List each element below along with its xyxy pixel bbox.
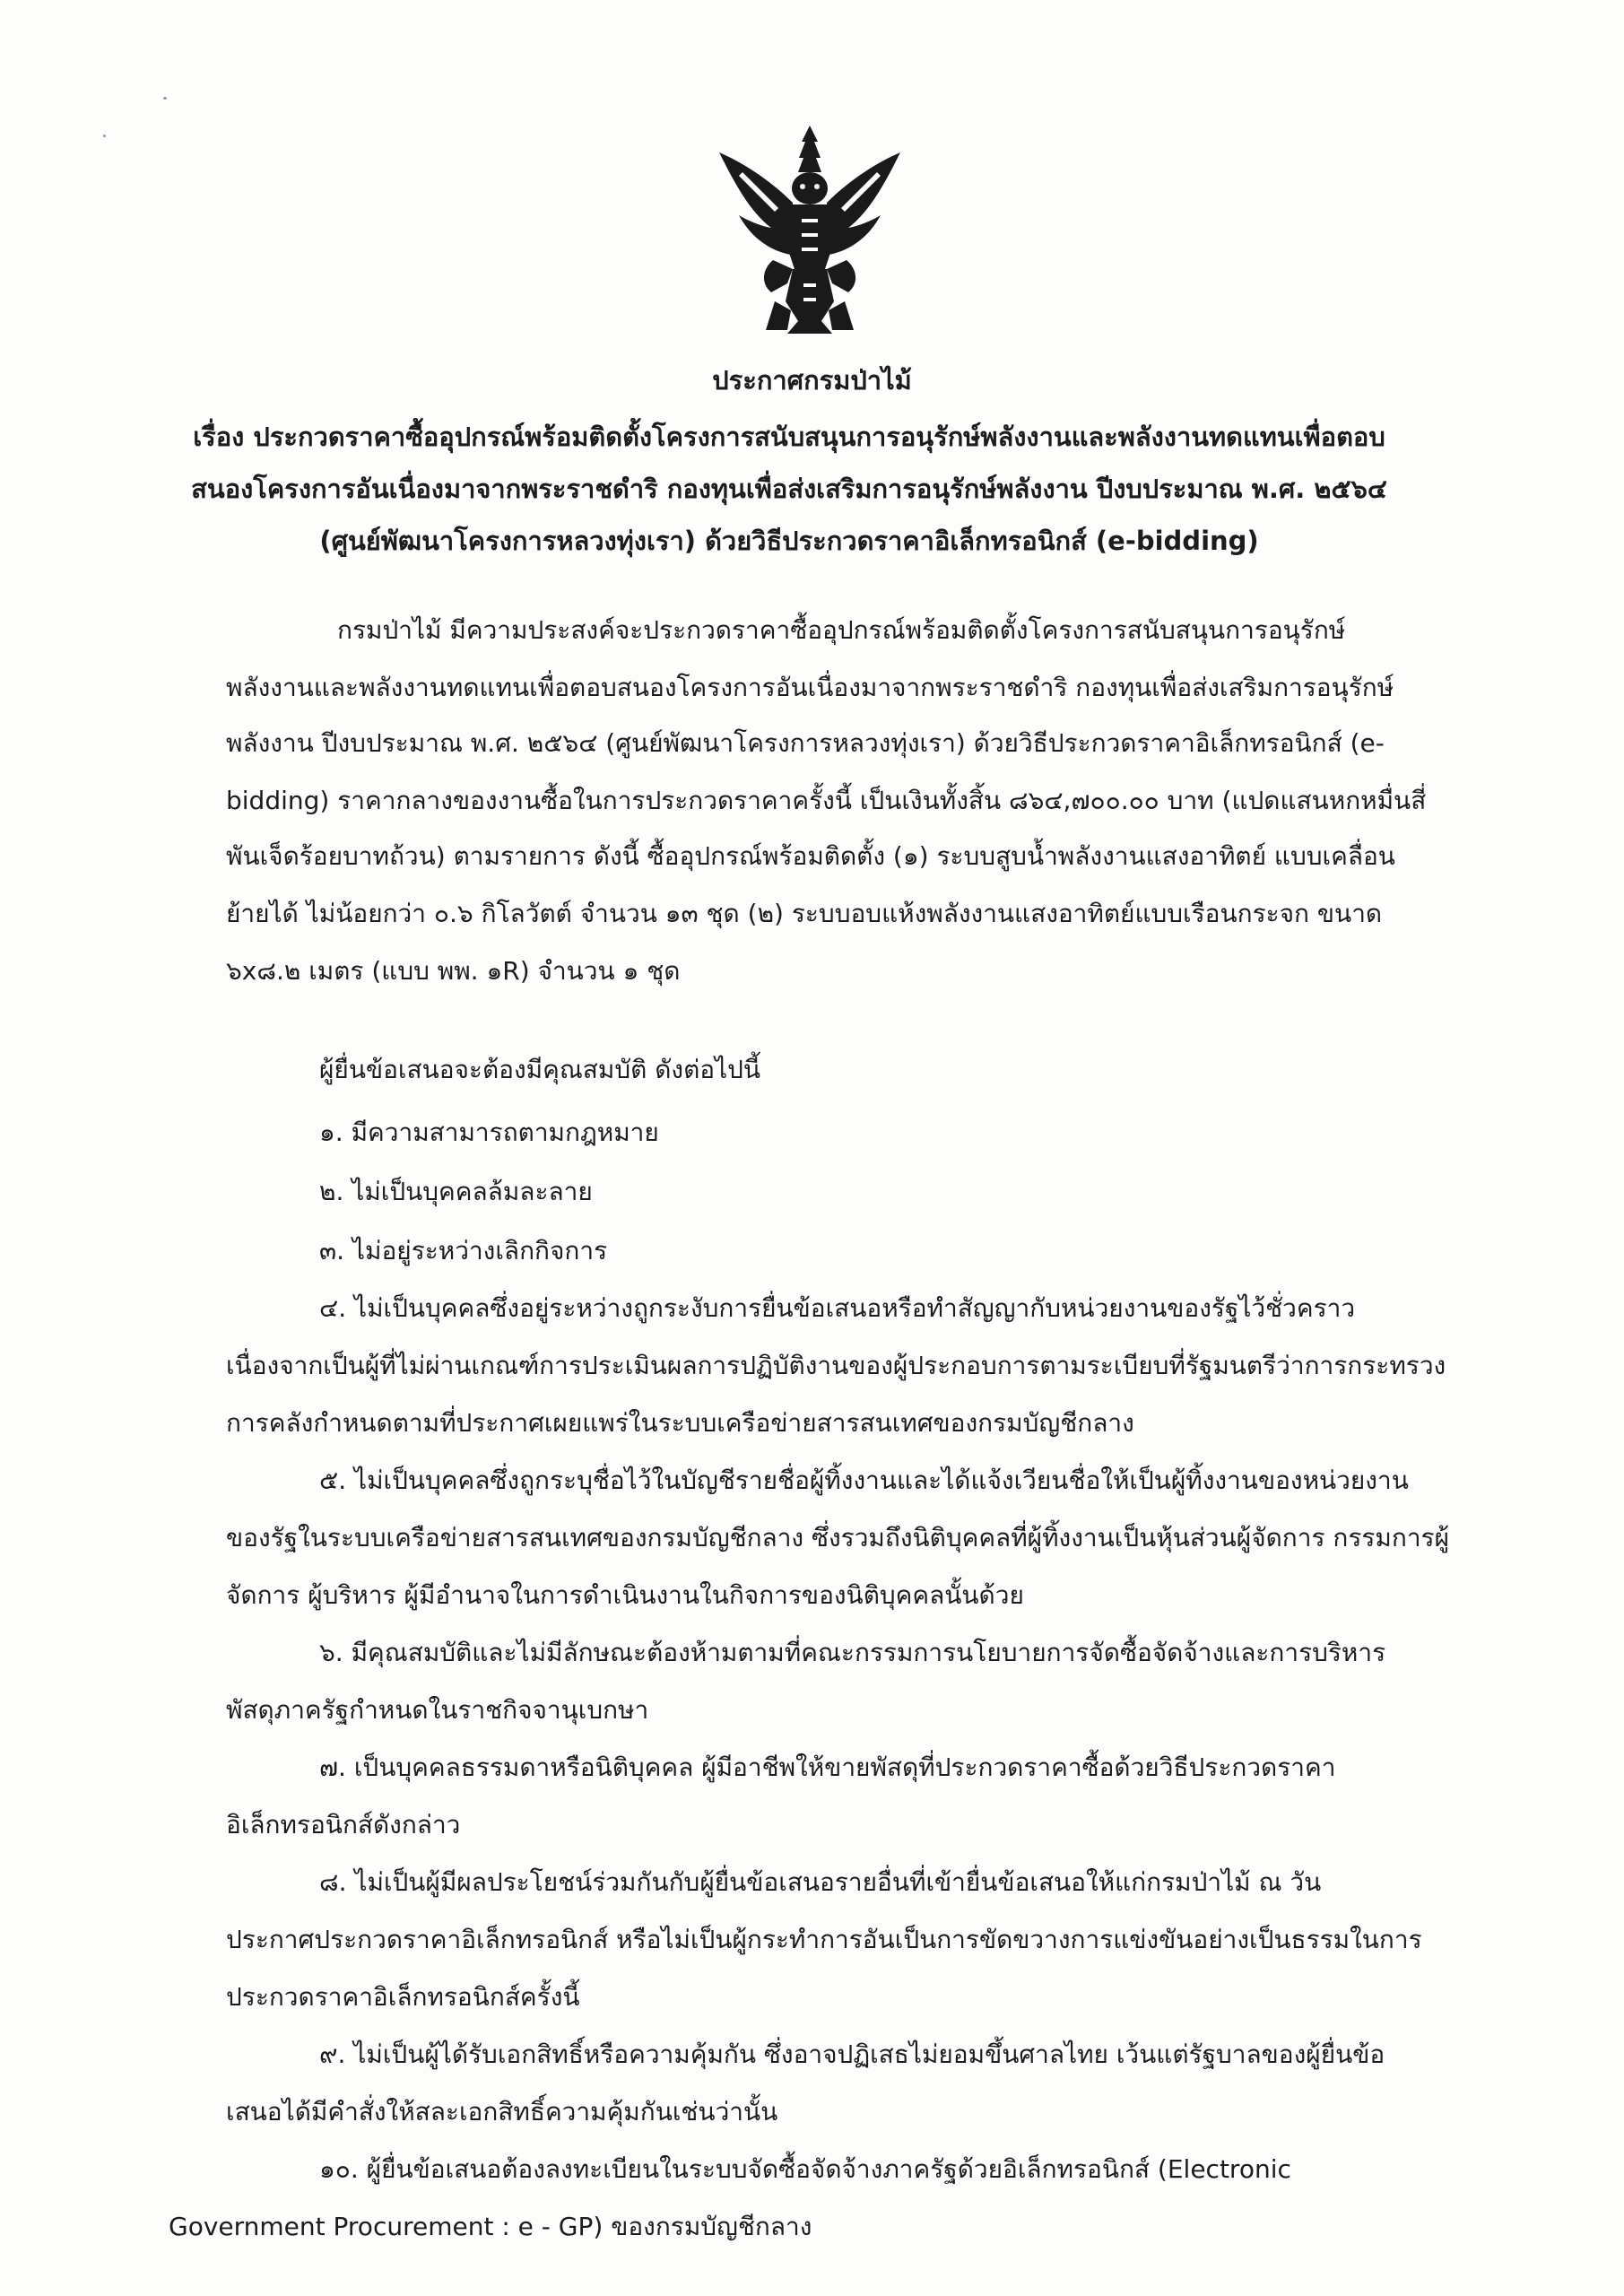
qualifications-heading: ผู้ยื่นข้อเสนอจะต้องมีคุณสมบัติ ดังต่อไปนี้	[319, 1055, 761, 1084]
qualification-item: การคลังกำหนดตามที่ประกาศเผยแพร่ในระบบเครือข่ายสารสนเทศของกรมบัญชีกลาง	[226, 1408, 1134, 1438]
announcement-title: ประกาศกรมป่าไม้	[712, 365, 912, 396]
body-line: ย้ายได้ ไม่น้อยกว่า ๐.๖ กิโลวัตต์ จำนวน ๑๓ ชุด (๒) ระบบอบแห้งพลังงานแสงอาทิตย์แบบเรือนกระจก ขนาด	[226, 899, 1383, 928]
qualification-item: ๑๐. ผู้ยื่นข้อเสนอต้องลงทะเบียนในระบบจัดซื้อจัดจ้างภาครัฐด้วยอิเล็กทรอนิกส์ (Electronic	[319, 2154, 1291, 2184]
garuda-emblem-icon	[716, 126, 904, 334]
qualification-item: เสนอได้มีคำสั่งให้สละเอกสิทธิ์ความคุ้มกันเช่นว่านั้น	[226, 2097, 778, 2126]
qualification-item: ๕. ไม่เป็นบุคคลซึ่งถูกระบุชื่อไว้ในบัญชีรายชื่อผู้ทิ้งงานและได้แจ้งเวียนชื่อให้เป็นผู้ทิ้งงานของหน่วยงาน	[319, 1465, 1409, 1495]
subject-line: เรื่อง ประกวดราคาซื้ออุปกรณ์พร้อมติดตั้งโครงการสนับสนุนการอนุรักษ์พลังงานและพลังงานทดแทนเพื่อตอบ	[193, 422, 1385, 452]
qualification-item: ๙. ไม่เป็นผู้ได้รับเอกสิทธิ์หรือความคุ้มกัน ซึ่งอาจปฏิเสธไม่ยอมขึ้นศาลไทย เว้นแต่รัฐบาลของผู้ยื่นข้อ	[319, 2039, 1385, 2069]
qualification-item: ประกวดราคาอิเล็กทรอนิกส์ครั้งนี้	[226, 1982, 580, 2012]
body-line: bidding) ราคากลางของงานซื้อในการประกวดราคาครั้งนี้ เป็นเงินทั้งสิ้น ๘๖๔,๗๐๐.๐๐ บาท (แปดแสนหกหมื่นสี่	[226, 786, 1427, 815]
qualification-item: ประกาศประกวดราคาอิเล็กทรอนิกส์ หรือไม่เป็นผู้กระทำการอันเป็นการขัดขวางการแข่งขันอย่างเป็นธรรมในการ	[226, 1925, 1422, 1954]
subject-line: (ศูนย์พัฒนาโครงการหลวงทุ่งเรา) ด้วยวิธีประกวดราคาอิเล็กทรอนิกส์ (e-bidding)	[319, 526, 1259, 556]
qualification-item: ๒. ไม่เป็นบุคคลล้มละลาย	[319, 1177, 593, 1206]
body-line: พลังงาน ปีงบประมาณ พ.ศ. ๒๕๖๔ (ศูนย์พัฒนาโครงการหลวงทุ่งเรา) ด้วยวิธีประกวดราคาอิเล็กทรอนิกส์ (e-	[226, 728, 1385, 758]
qualification-item: พัสดุภาครัฐกำหนดในราชกิจจานุเบกษา	[226, 1695, 649, 1725]
qualification-item: ๘. ไม่เป็นผู้มีผลประโยชน์ร่วมกันกับผู้ยื่นข้อเสนอรายอื่นที่เข้ายื่นข้อเสนอให้แก่กรมป่าไม้ ณ วัน	[319, 1867, 1322, 1897]
body-line: พลังงานและพลังงานทดแทนเพื่อตอบสนองโครงการอันเนื่องมาจากพระราชดำริ กองทุนเพื่อส่งเสริมการอนุรักษ์	[226, 673, 1394, 702]
announcement-subject	[143, 411, 1435, 567]
qualification-item: เนื่องจากเป็นผู้ที่ไม่ผ่านเกณฑ์การประเมินผลการปฏิบัติงานของผู้ประกอบการตามระเบียบที่รัฐมนตรีว่าการกระทรวง	[226, 1351, 1446, 1380]
qualification-item: ของรัฐในระบบเครือข่ายสารสนเทศของกรมบัญชีกลาง ซึ่งรวมถึงนิติบุคคลที่ผู้ทิ้งงานเป็นหุ้นส่วนผู้จัดการ กรรมการผู้	[226, 1523, 1450, 1552]
qualification-item: ๗. เป็นบุคคลธรรมดาหรือนิติบุคคล ผู้มีอาชีพให้ขายพัสดุที่ประกวดราคาซื้อด้วยวิธีประกวดราคา	[319, 1752, 1336, 1782]
body-line: พันเจ็ดร้อยบาทถ้วน) ตามรายการ ดังนี้ ซื้ออุปกรณ์พร้อมติดตั้ง (๑) ระบบสูบน้ำพลังงานแสงอาทิตย์ แบบเคลื่อน	[226, 841, 1395, 871]
scan-speck	[163, 97, 167, 100]
body-line: ๖x๘.๒ เมตร (แบบ พพ. ๑R) จำนวน ๑ ชุด	[226, 956, 681, 986]
qualification-item: จัดการ ผู้บริหาร ผู้มีอำนาจในการดำเนินงานในกิจการของนิติบุคคลนั้นด้วย	[226, 1580, 1024, 1610]
body-line: กรมป่าไม้ มีความประสงค์จะประกวดราคาซื้ออุปกรณ์พร้อมติดตั้งโครงการสนับสนุนการอนุรักษ์	[337, 615, 1346, 645]
qualification-item: ๑. มีความสามารถตามกฎหมาย	[319, 1118, 659, 1147]
scan-speck	[103, 135, 106, 137]
qualification-item: ๔. ไม่เป็นบุคคลซึ่งอยู่ระหว่างถูกระงับการยื่นข้อเสนอหรือทำสัญญากับหน่วยงานของรัฐไว้ชั่วคราว	[319, 1293, 1356, 1323]
qualification-item: อิเล็กทรอนิกส์ดังกล่าว	[226, 1810, 461, 1839]
subject-line: สนองโครงการอันเนื่องมาจากพระราชดำริ กองทุนเพื่อส่งเสริมการอนุรักษ์พลังงาน ปีงบประมาณ พ.ศ. ๒๕๖๔	[191, 474, 1387, 504]
qualification-item: Government Procurement : e - GP) ของกรมบัญชีกลาง	[169, 2212, 812, 2241]
qualification-item: ๓. ไม่อยู่ระหว่างเลิกกิจการ	[319, 1236, 608, 1265]
qualification-item: ๖. มีคุณสมบัติและไม่มีลักษณะต้องห้ามตามที่คณะกรรมการนโยบายการจัดซื้อจัดจ้างและการบริหาร	[319, 1638, 1386, 1667]
